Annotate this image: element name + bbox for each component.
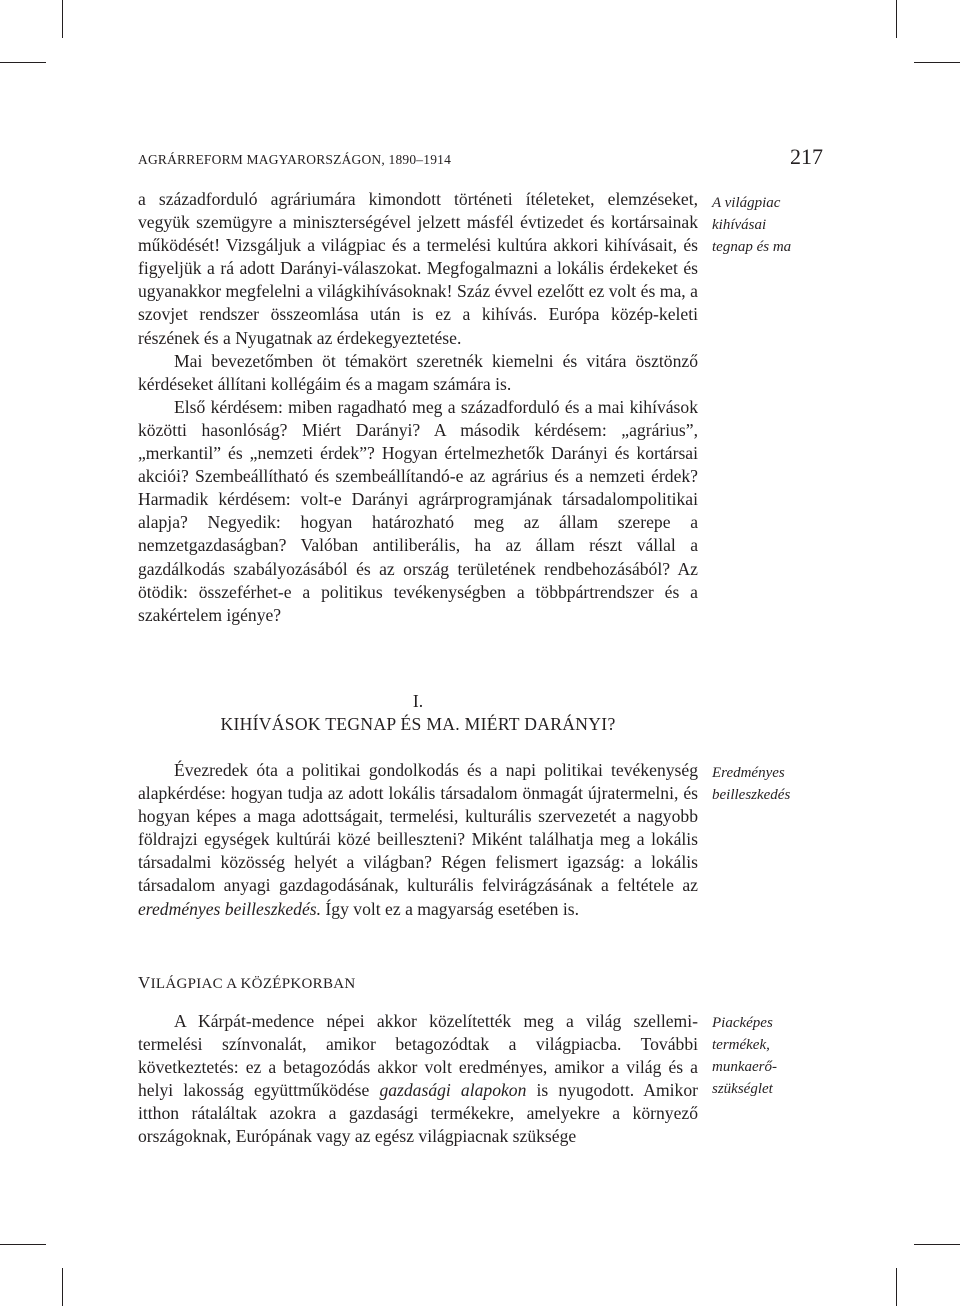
crop-mark [914, 1244, 960, 1245]
running-head [138, 144, 823, 170]
intro-paragraph: a századforduló agráriumára kimondott történeti ítéleteket, elemzéseket, vegyük szemügyre a miniszterségével jelzett másfél évtizedet és kortársainak működését! Vizsgáljuk a világpiac és a termelési kultúra akkori kihívásait, és figyeljük a rá adott Darányi-válaszokat. Megfogalmazni a lokális érdekeket és ugyanakkor megfelelni a világkihívásoknak! Száz évvel ezelőtt ez volt és ma, a szovjet rendszer összeomlása után is ez a kihívás. Európa közép-keleti részének és a Nyugatnak az érdekegyeztetése. [138, 189, 698, 348]
margin-note-line: A világpiac [712, 195, 781, 211]
crop-mark [62, 1268, 63, 1306]
margin-note-line: szükséglet [712, 1081, 773, 1097]
intro-paragraph: Mai bevezetőmben öt témakört szeretnék kiemelni és vitára ösztönző kérdéseket állítani kollégáim és a magam számára is. [138, 350, 698, 394]
margin-note [712, 762, 832, 806]
page-number: 217 [790, 144, 823, 169]
chapter-number: I. [412, 691, 424, 711]
margin-note-line: beilleszkedés [712, 787, 791, 803]
section-text [138, 1010, 698, 1149]
margin-note-line: Eredményes [712, 765, 785, 781]
emphasis: gazdasági alapokon [379, 1080, 527, 1101]
crop-mark [0, 1244, 46, 1245]
crop-mark [62, 0, 63, 38]
intro-text [138, 188, 698, 627]
crop-mark [0, 62, 46, 63]
intro-paragraph: Első kérdésem: miben ragadható meg a századforduló és a mai kihívások közötti hasonlóság? Miért Darányi? A második kérdésem: „agrárius”, „merkantil” és „nemzeti érdek”? Hogyan értelmezhetők Darányi és kortársai akciói? Szembeállítható és szembeállítandó-e az agrárius és a nemzeti érdek? Harmadik kérdésem: volt-e Darányi agrárprogramjának társadalompolitikai alapja? Negyedik: hogyan határozható meg az állam szerepe a nemzetgazdaságban? Valóban antiliberális, ha az állam részt vállal a gazdálkodás szabályozásából és az ország területének rendbehozásából? Az ötödik: összeférhet-e a politikus tevékenységben a többpártrendszer és a szakértelem igénye? [138, 396, 698, 625]
margin-note [712, 1012, 832, 1100]
margin-note-line: munkaerő- [712, 1059, 777, 1075]
margin-note-line: tegnap és ma [712, 239, 792, 255]
section-paragraph: A Kárpát-medence népei akkor közelítették meg a világ szellemi-termelési színvonalát, amikor betagozódtak a világpiacba. További következtetés: ez a betagozódás akkor volt eredményes, amikor a világ és a helyi lakosság együttműködése gazdasági alapokon is nyugodott. Amikor itthon rátaláltak azokra a gazdasági termékekre, amelyekre a környező országoknak, Európának vagy az egész világpiacnak szüksége [138, 1011, 698, 1147]
margin-note-line: kihívásai [712, 217, 767, 233]
margin-note-line: Piacképes [712, 1015, 773, 1031]
crop-mark [896, 0, 897, 38]
margin-note [712, 192, 832, 258]
chapter-paragraph: Évezredek óta a politikai gondolkodás és a napi politikai tevékenység alapkérdése: hogyan tudja az adott lokális társadalom önmagát újratermelni, és hogyan képes a maga adottságait, termelési, kulturális szervezetét a nagyobb földrajzi egységek kultúrái közé beilleszteni? Miként találhatja meg a lokális társadalmi közösség helyét a világban? Régen felismert igazság: a lokális társadalom anyagi gazdagodásának, kulturális felvirágzásának a feltétele az eredményes beilleszkedés. Így volt ez a magyarság esetében is. [138, 760, 698, 919]
chapter-title: KIHÍVÁSOK TEGNAP ÉS MA. MIÉRT DARÁNYI? [220, 714, 616, 734]
section-heading: VILÁGPIAC A KÖZÉPKORBAN [138, 973, 356, 992]
running-title: AGRÁRREFORM MAGYARORSZÁGON, 1890–1914 [138, 152, 452, 167]
margin-note-line: termékek, [712, 1037, 770, 1053]
crop-mark [914, 62, 960, 63]
emphasis: eredményes beilleszkedés. [138, 898, 322, 919]
crop-mark [896, 1268, 897, 1306]
chapter-text [138, 759, 698, 921]
